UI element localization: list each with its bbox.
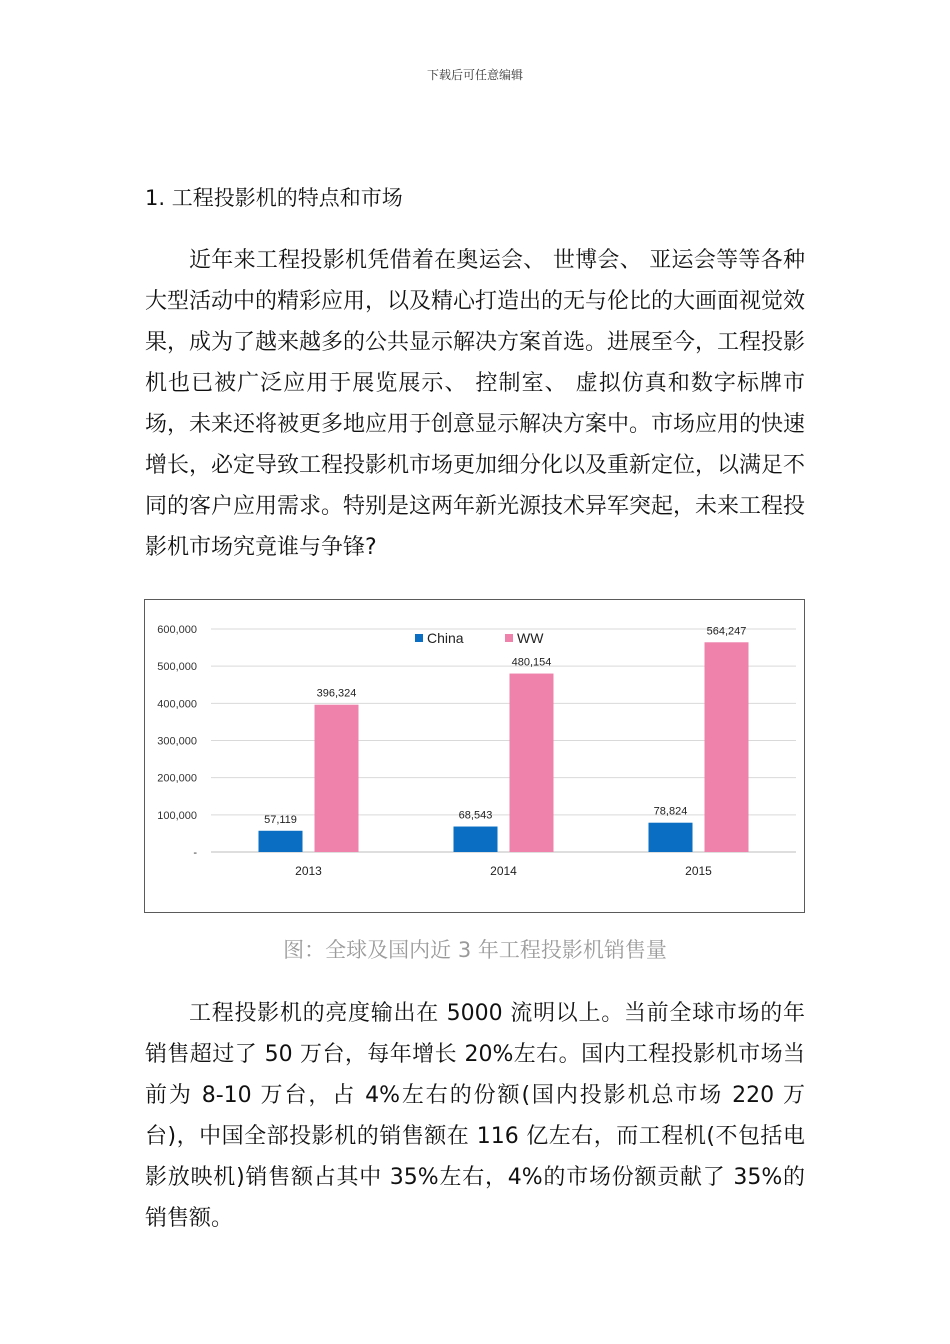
intro-paragraph: 近年来工程投影机凭借着在奥运会、 世博会、 亚运会等等各种大型活动中的精彩应用，以及精心打造出的无与伦比的大画面视觉效果，成为了越来越多的公共显示解决方案首选。进展至今，工程投影机也已被广泛应用于展览展示、 控制室、 虚拟仿真和数字标牌市场，未来还将被更多地应用于创意显示解决方案中。市场应用的快速增长，必定导致工程投影机市场更加细分化以及重新定位，以满足不同的客户应用需求。特别是这两年新光源技术异军突起，未来工程投影机市场究竟谁与争锋? <box>145 248 806 560</box>
y-tick-label: 600,000 <box>157 624 197 636</box>
bar-ww-2015 <box>705 642 749 852</box>
y-tick-label: 200,000 <box>157 772 197 785</box>
market-paragraph: 工程投影机的亮度输出在 5000 流明以上。当前全球市场的年销售超过了 50 万台，每年增长 20%左右。国内工程投影机市场当前为 8-10 万台，占 4%左右的份额(国内投影机总市场 220 万台)，中国全部投影机的销售额在 116 亿左右，而工程机(不包括电影放映机)销售额占其中 35%左右，4%的市场份额贡献了 35%的销售额。 <box>145 1001 805 1231</box>
bar-china-2014 <box>454 827 498 852</box>
data-label: 480,154 <box>511 656 552 669</box>
legend-label-china: China <box>427 630 464 646</box>
header-note: 下载后可任意编辑 <box>426 68 523 82</box>
bar-china-2013 <box>259 831 303 852</box>
y-tick-label: 400,000 <box>157 698 197 711</box>
data-label: 68,543 <box>458 809 493 822</box>
data-label: 564,247 <box>706 625 747 638</box>
y-tick-label: 300,000 <box>157 735 197 748</box>
bar-ww-2014 <box>510 674 554 852</box>
legend-swatch-china <box>415 634 423 642</box>
section-title: 1. 工程投影机的特点和市场 <box>145 186 403 210</box>
sales-bar-chart <box>145 600 806 914</box>
data-label: 78,824 <box>653 805 688 818</box>
legend-swatch-ww <box>505 634 513 642</box>
chart-caption: 图：全球及国内近 3 年工程投影机销售量 <box>283 938 667 962</box>
y-tick-label: - <box>193 847 197 859</box>
sales-chart <box>144 599 805 913</box>
bar-china-2015 <box>649 823 693 852</box>
data-label: 396,324 <box>316 687 357 700</box>
x-tick-label: 2015 <box>685 864 712 878</box>
y-tick-label: 500,000 <box>157 661 197 674</box>
legend-label-ww: WW <box>517 630 544 646</box>
x-tick-label: 2013 <box>295 864 322 878</box>
bar-ww-2013 <box>315 705 359 852</box>
data-label: 57,119 <box>264 813 297 826</box>
x-tick-label: 2014 <box>490 864 517 878</box>
y-tick-label: 100,000 <box>157 809 197 822</box>
